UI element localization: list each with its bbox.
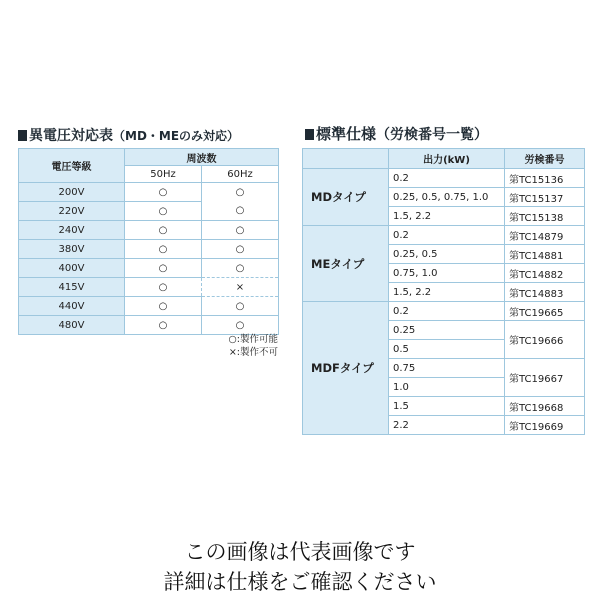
mark-60hz: ○ [202,221,279,240]
mark-50hz: ○ [125,240,202,259]
voltage-cell: 200V [19,183,125,202]
header-50hz: 50Hz [125,166,202,183]
output-cell: 1.5, 2.2 [389,283,505,302]
output-cell: 0.5 [389,340,505,359]
number-cell: 第TC19669 [505,416,585,435]
mark-60hz: ○ [202,297,279,316]
output-cell: 0.75 [389,359,505,378]
output-cell: 0.25, 0.5, 0.75, 1.0 [389,188,505,207]
header-number: 労検番号 [505,149,585,169]
caption-line-2: 詳細は仕様をご確認ください [163,570,437,594]
number-cell: 第TC14879 [505,226,585,245]
mark-60hz: ○ [202,259,279,278]
header-60hz: 60Hz [202,166,279,183]
header-frequency: 周波数 [125,149,279,166]
number-cell: 第TC14882 [505,264,585,283]
spec-title-text: 標準仕様 [316,125,377,143]
voltage-cell: 220V [19,202,125,221]
group-mdf: MDFタイプ [303,302,389,435]
group-me: MEタイプ [303,226,389,302]
table-row [19,278,279,297]
square-bullet-icon [18,130,27,141]
mark-50hz: ○ [125,259,202,278]
group-md: MDタイプ [303,169,389,226]
spec-table [302,148,585,435]
table-row [19,183,279,202]
mark-60hz: ○ [202,240,279,259]
table-row [303,169,585,188]
number-cell: 第TC14881 [505,245,585,264]
voltage-table [18,148,279,335]
number-cell: 第TC15136 [505,169,585,188]
output-cell: 2.2 [389,416,505,435]
number-cell: 第TC19665 [505,302,585,321]
number-cell: 第TC19666 [505,321,585,359]
table-row [19,297,279,316]
output-cell: 0.75, 1.0 [389,264,505,283]
table-row [19,221,279,240]
number-cell: 第TC19668 [505,397,585,416]
mark-60hz: ○ [202,202,279,221]
square-bullet-icon [305,129,314,140]
number-cell: 第TC19667 [505,359,585,397]
voltage-subtitle: （MD・MEのみ対応） [113,129,240,143]
mark-50hz: ○ [125,183,202,202]
table-row [303,226,585,245]
table-row [19,259,279,278]
mark-50hz: ○ [125,221,202,240]
voltage-cell: 380V [19,240,125,259]
spec-table-title [305,123,488,144]
spec-subtitle: （労検番号一覧） [376,127,489,143]
table-row [19,240,279,259]
mark-50hz: ○ [125,202,202,221]
legend-impossible: ×:製作不可 [228,347,278,358]
output-cell: 1.5 [389,397,505,416]
voltage-cell: 480V [19,316,125,335]
voltage-cell: 440V [19,297,125,316]
output-cell: 0.25 [389,321,505,340]
voltage-cell: 415V [19,278,125,297]
voltage-cell: 400V [19,259,125,278]
mark-60hz: ○ [202,183,279,202]
voltage-cell: 240V [19,221,125,240]
voltage-legend [180,333,278,359]
table-row [19,316,279,335]
mark-50hz: ○ [125,297,202,316]
number-cell: 第TC15137 [505,188,585,207]
output-cell: 0.25, 0.5 [389,245,505,264]
number-cell: 第TC15138 [505,207,585,226]
mark-50hz: ○ [125,316,202,335]
output-cell: 1.0 [389,378,505,397]
header-voltage-class: 電圧等級 [19,149,125,183]
output-cell: 0.2 [389,226,505,245]
voltage-table-title [18,125,239,145]
header-blank [303,149,389,169]
table-row [303,302,585,321]
output-cell: 0.2 [389,302,505,321]
legend-possible: ○:製作可能 [228,334,278,345]
mark-60hz: × [202,278,279,297]
output-cell: 0.2 [389,169,505,188]
header-output: 出力(kW) [389,149,505,169]
caption [0,537,600,597]
number-cell: 第TC14883 [505,283,585,302]
caption-line-1: この画像は代表画像です [184,540,416,564]
mark-60hz: ○ [202,316,279,335]
output-cell: 1.5, 2.2 [389,207,505,226]
table-row [19,202,279,221]
mark-50hz: ○ [125,278,202,297]
voltage-title-text: 異電圧対応表 [29,128,113,144]
